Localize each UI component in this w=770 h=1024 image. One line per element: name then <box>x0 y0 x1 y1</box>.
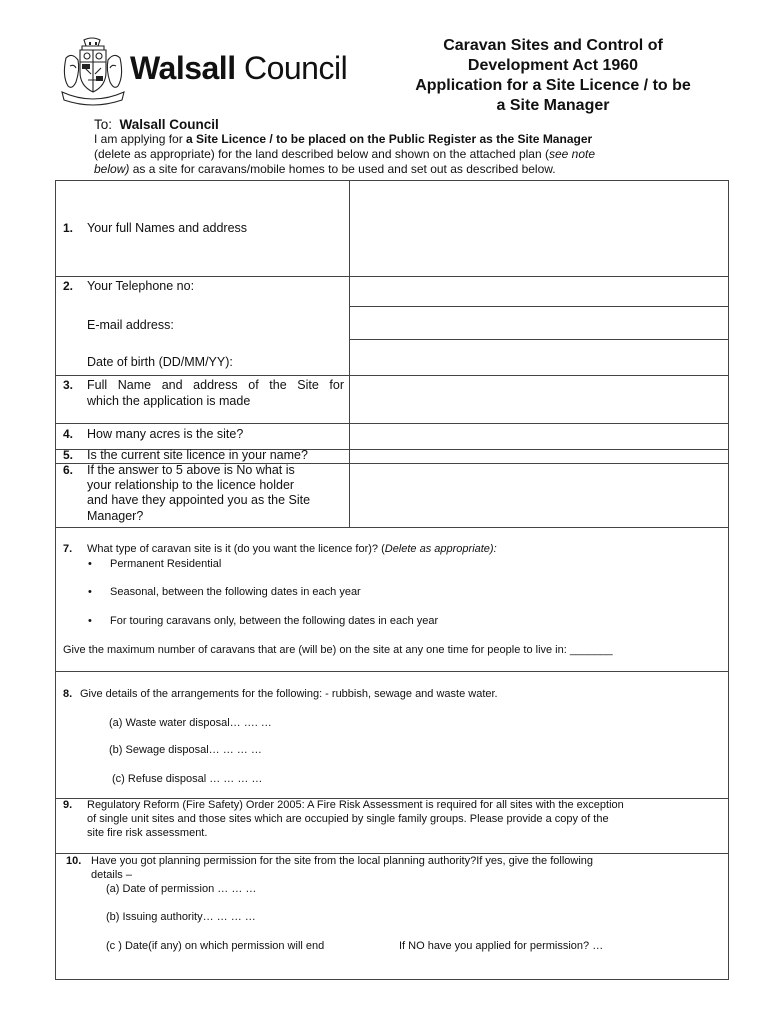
q8-waste-water: (a) Waste water disposal… …. … <box>109 717 272 729</box>
q10-line-2: details – <box>91 869 132 881</box>
form-title <box>380 36 726 116</box>
application-form-table <box>55 180 729 980</box>
site-acres-field[interactable] <box>350 424 727 448</box>
q7-option-seasonal[interactable]: • Seasonal, between the following dates in each year <box>110 585 361 599</box>
q7-number: 7. <box>63 543 73 555</box>
q9-number: 9. <box>63 799 73 811</box>
intro-line-3 <box>94 162 734 177</box>
row-divider <box>56 527 728 528</box>
q10-if-no: If NO have you applied for permission? … <box>399 940 604 952</box>
intro-line-2-pre: (delete as appropriate) for the land described below and shown on the attached plan ( <box>94 147 549 161</box>
q6-label-line-3: and have they appointed you as the Site <box>87 493 311 507</box>
q10-number: 10. <box>66 855 82 867</box>
title-line-4: a Site Manager <box>496 97 610 114</box>
site-name-address-field[interactable] <box>350 376 727 422</box>
q2-dob-label: Date of birth (DD/MM/YY): <box>87 355 233 369</box>
q5-label: Is the current site licence in your name? <box>87 448 308 462</box>
q2-email-label: E-mail address: <box>87 318 174 332</box>
intro-line-1 <box>94 132 734 147</box>
intro-block <box>94 117 734 177</box>
q8-sewage: (b) Sewage disposal… … … … <box>109 744 262 756</box>
q4-number: 4. <box>63 427 74 441</box>
q10-permission-end: (c ) Date(if any) on which permission will end <box>106 940 325 952</box>
email-field[interactable] <box>350 307 727 338</box>
to-line <box>94 117 734 132</box>
title-line-2: Development Act 1960 <box>467 57 639 74</box>
row-divider <box>56 671 728 672</box>
q3-label-line-2: which the application is made <box>87 394 251 408</box>
telephone-field[interactable] <box>350 277 727 305</box>
q10-date-of-permission: (a) Date of permission … … … <box>106 883 257 895</box>
q6-label-line-4: Manager? <box>87 509 144 523</box>
q8-label: Give details of the arrangements for the following: - rubbish, sewage and waste water. <box>80 688 498 700</box>
q3-number: 3. <box>63 378 74 392</box>
q9-line-3: site fire risk assessment. <box>87 827 208 839</box>
licence-in-name-field[interactable] <box>350 450 727 462</box>
intro-line-3-italic: below) <box>94 162 130 176</box>
council-name-bold: Walsall <box>130 50 236 86</box>
q10-line-1: Have you got planning permission for the site from the local planning authority?If yes, give the following <box>91 855 594 867</box>
q7-option-touring[interactable]: • For touring caravans only, between the following dates in each year <box>110 614 438 628</box>
intro-line-1-pre: I am applying for <box>94 132 187 146</box>
q1-label: Your full Names and address <box>87 221 248 235</box>
intro-line-2-italic: see note <box>548 147 596 161</box>
q2-telephone-label: Your Telephone no: <box>87 279 195 293</box>
intro-line-1-bold: a Site Licence / to be placed on the Public Register as the Site Manager <box>186 132 593 146</box>
q9-line-1: Regulatory Reform (Fire Safety) Order 2005: A Fire Risk Assessment is required for all sites with the exception <box>87 799 624 811</box>
q2-number: 2. <box>63 279 74 293</box>
council-logo <box>58 36 363 108</box>
q8-number: 8. <box>63 688 73 700</box>
q10-issuing-authority: (b) Issuing authority… … … … <box>106 911 256 923</box>
q6-label-line-2: your relationship to the licence holder <box>87 478 295 492</box>
q7-max-caravans: Give the maximum number of caravans that are (will be) on the site at any one time for people to live in: _______ <box>63 644 613 656</box>
title-line-1: Caravan Sites and Control of <box>443 37 663 54</box>
intro-line-2 <box>94 147 734 162</box>
q7-option-permanent-residential[interactable]: • Permanent Residential <box>110 557 221 571</box>
q1-number: 1. <box>63 221 74 235</box>
council-name <box>130 50 347 86</box>
q3-label-line-1: Full Name and address of the Site for <box>87 378 344 392</box>
q6-number: 6. <box>63 463 74 477</box>
q4-label: How many acres is the site? <box>87 427 244 441</box>
q7-label-italic: Delete as appropriate): <box>384 543 497 555</box>
full-names-address-field[interactable] <box>350 182 727 275</box>
coat-of-arms-icon <box>58 36 128 108</box>
q9-line-2: of single unit sites and those sites which are occupied by single family groups. Please provide a copy of the <box>87 813 609 825</box>
q6-label-line-1: If the answer to 5 above is No what is <box>87 463 295 477</box>
q8-refuse: (c) Refuse disposal … … … … <box>112 773 263 785</box>
to-name: Walsall Council <box>119 117 219 132</box>
to-label: To: <box>94 117 113 132</box>
q7-label-text: What type of caravan site is it (do you want the licence for)? ( <box>87 543 385 555</box>
q5-number: 5. <box>63 448 74 462</box>
relationship-field[interactable] <box>350 464 727 526</box>
date-of-birth-field[interactable] <box>350 340 727 374</box>
q7-label <box>87 542 497 556</box>
title-line-3: Application for a Site Licence / to be <box>415 77 691 94</box>
council-name-light: Council <box>235 50 348 86</box>
intro-line-3-post: as a site for caravans/mobile homes to be used and set out as described below. <box>129 162 556 176</box>
